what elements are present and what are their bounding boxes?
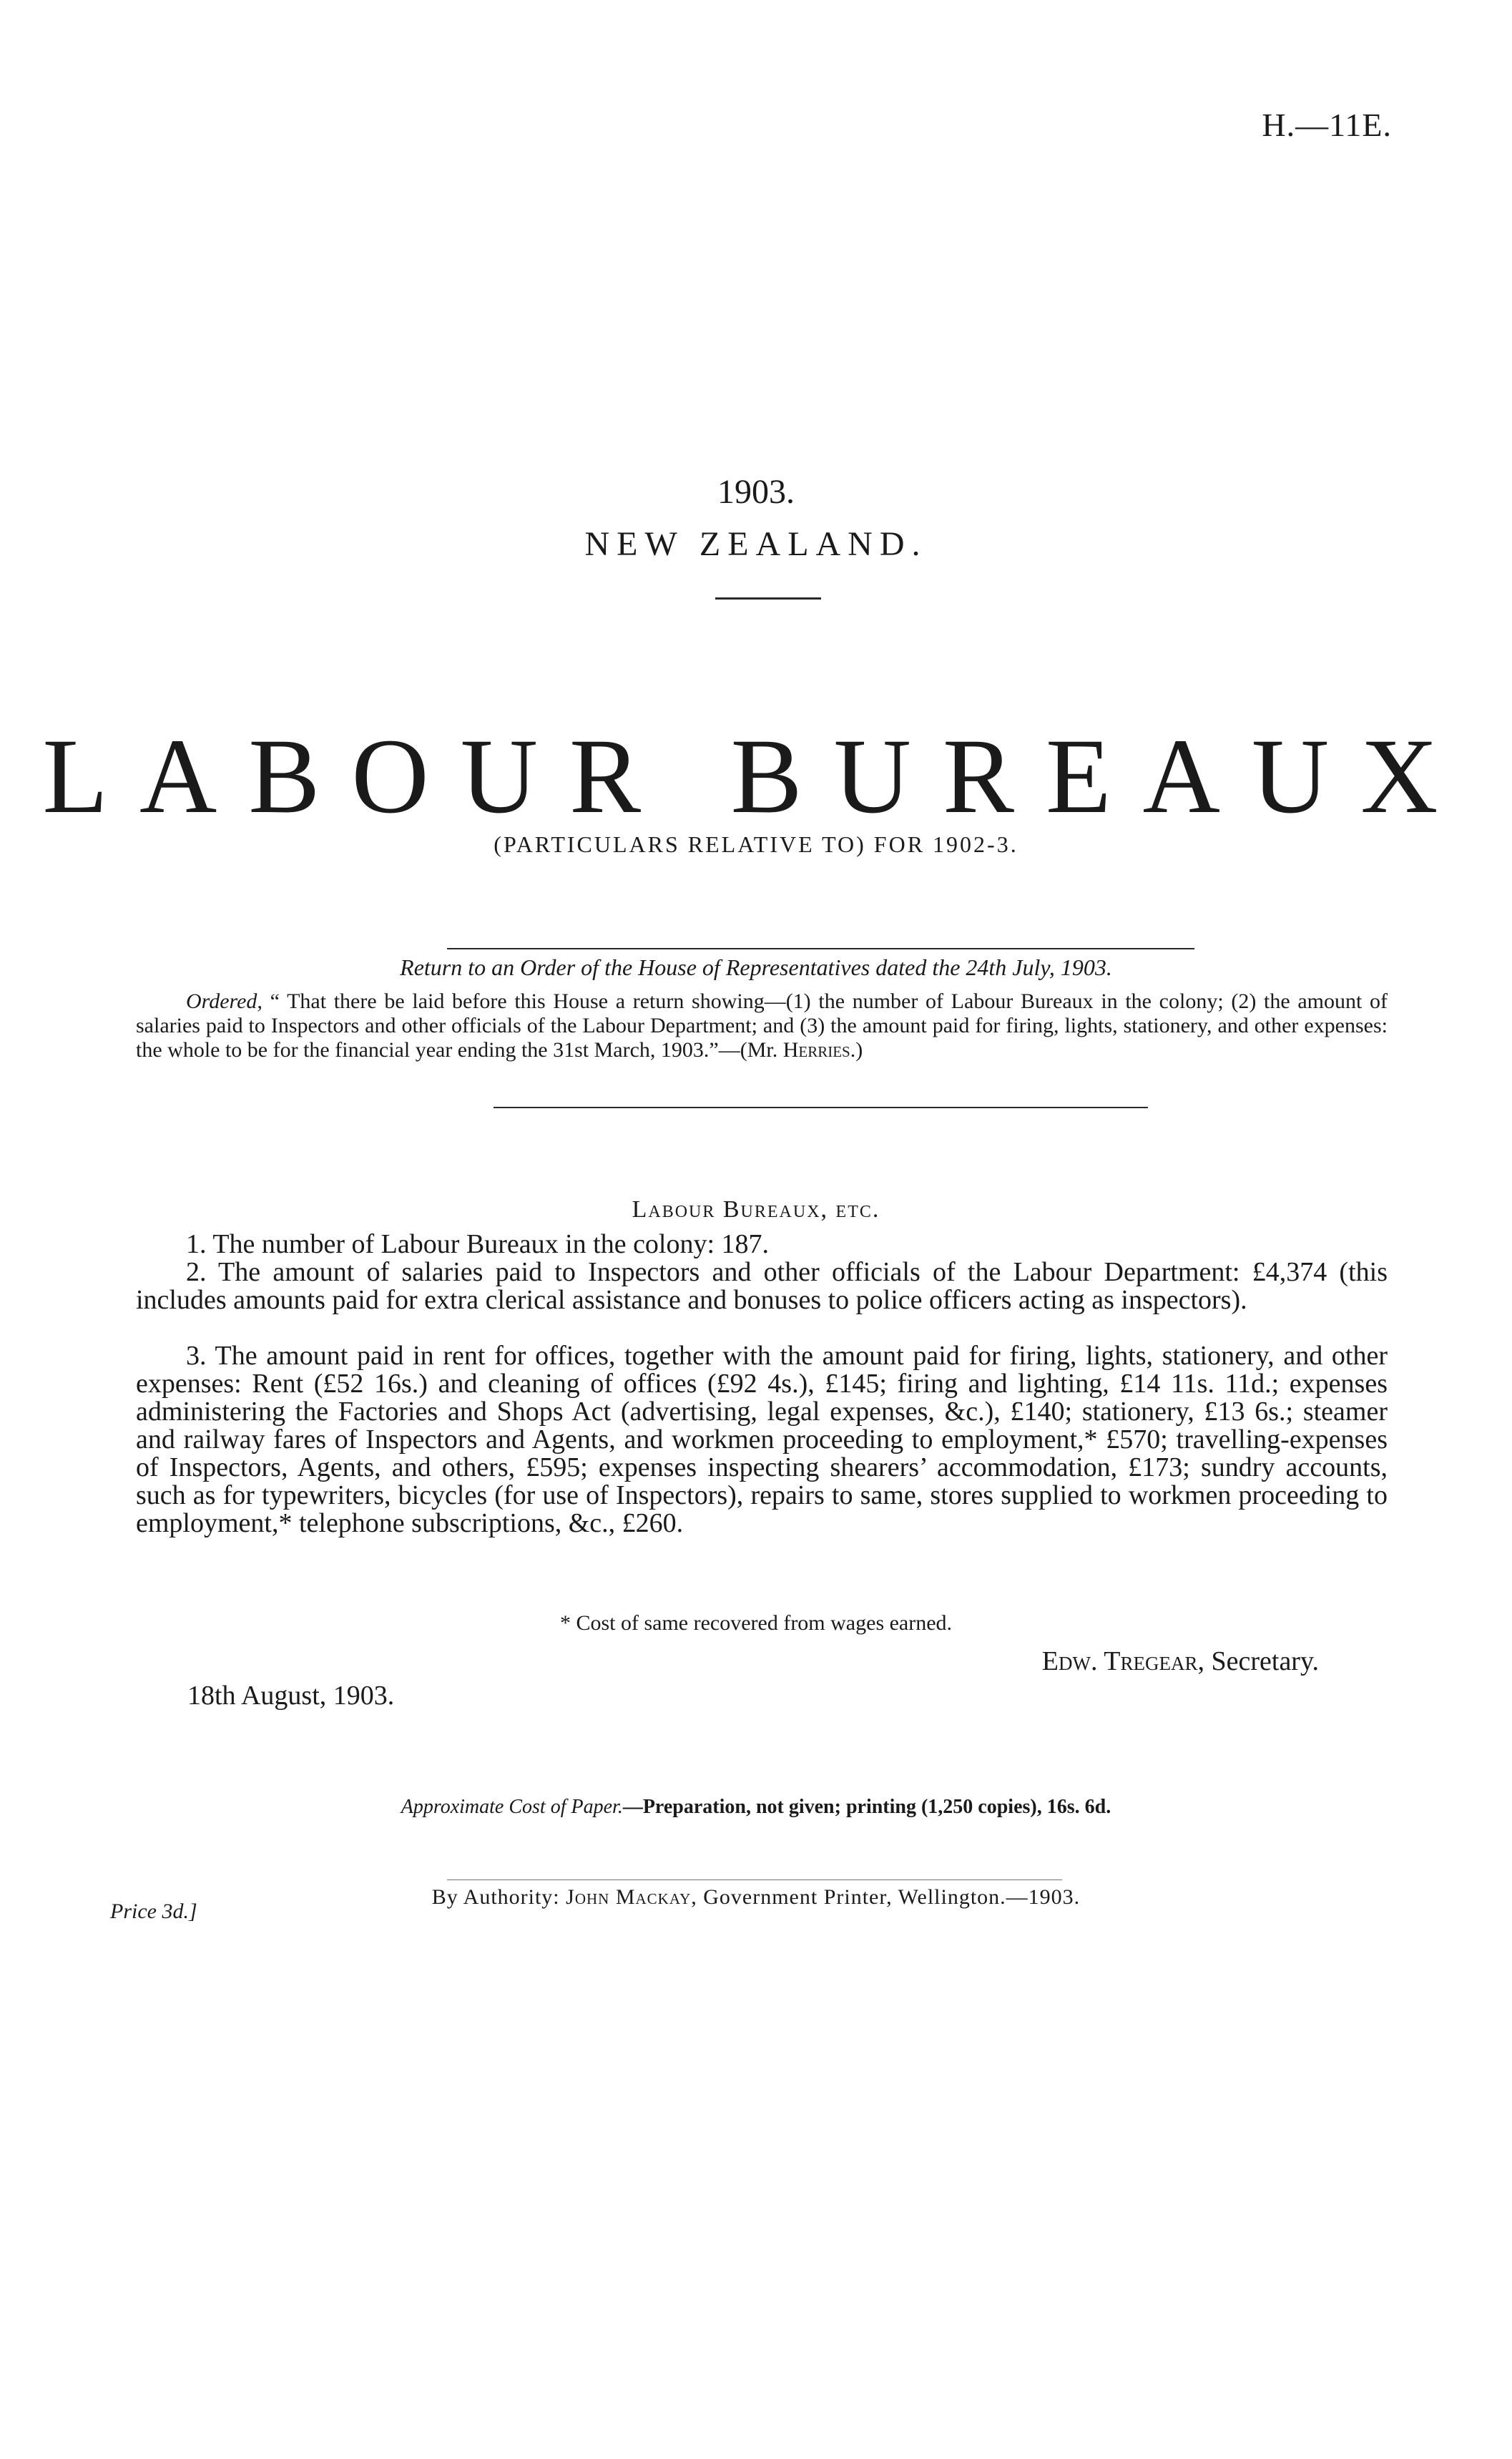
signoff-date: 18th August, 1903.: [187, 1681, 395, 1711]
footnote: * Cost of same recovered from wages earned.: [559, 1611, 953, 1635]
main-title: LABOUR BUREAUX: [42, 717, 1470, 836]
printer-authority: [0, 1885, 1512, 1910]
publication-year: 1903.: [717, 473, 795, 511]
divider: [494, 1107, 1148, 1108]
cost-label: Approximate Cost of Paper.: [401, 1796, 623, 1818]
item-1: 1. The number of Labour Bureaux in the colony: 187.: [186, 1229, 770, 1259]
document-code: H.—11E.: [1262, 107, 1392, 143]
printer-name: John Mackay: [566, 1885, 692, 1909]
signatory-role: , Secretary.: [1197, 1646, 1319, 1676]
country-heading: NEW ZEALAND.: [584, 525, 928, 563]
cost-text: —Preparation, not given; printing (1,250 copies), 16s. 6d.: [622, 1796, 1111, 1818]
subtitle: (PARTICULARS RELATIVE TO) FOR 1902-3.: [494, 831, 1018, 857]
ordered-paragraph: [136, 989, 1388, 1062]
item-3: 3. The amount paid in rent for offices, together with the amount paid for firing, lights, stationery, and other expenses: Rent (£52 16s.) and cleaning of offices (£92 4s.), £145; firing and lighting, £14 11s. 11d.; expenses administering the Factories and Shops Act (advertising, legal expenses, &c.), £140; stationery, £13 6s.; steamer and railway fares of Inspectors and Agents, and workmen proceeding to employment,* £570; travelling-expenses of Inspectors, Agents, and others, £595; expenses inspecting shearers’ accommodation, £173; sundry accounts, such as for typewriters, bicycles (for use of Inspectors), repairs to same, stores supplied to workmen proceeding to employment,* telephone subscriptions, &c., £260.: [136, 1341, 1388, 1538]
item-2: 2. The amount of salaries paid to Inspectors and other officials of the Labour Department: £4,374 (this includes amounts paid for extra clerical assistance and bonuses to police officers acting as inspectors).: [136, 1257, 1388, 1315]
authority-suffix: , Government Printer, Wellington.—1903.: [691, 1885, 1081, 1909]
divider: [447, 1879, 1062, 1880]
ordered-label: Ordered,: [186, 989, 262, 1013]
ordered-text: “ That there be laid before this House a return showing—(1) the number of Labour Bureaux in the colony; (2) the amount of salaries paid to Inspectors and other officials of the Labour Department; and (3) the amount paid for firing, lights, stationery, and other expenses: the whole to be for the financial year ending the 31st March, 1903.”—(Mr.: [136, 989, 1388, 1062]
section-heading: Labour Bureaux, etc.: [632, 1196, 880, 1223]
return-order-line: Return to an Order of the House of Representatives dated the 24th July, 1903.: [400, 954, 1112, 980]
divider: [447, 948, 1194, 949]
approximate-cost: [0, 1796, 1512, 1819]
ordered-end: .): [850, 1038, 863, 1062]
signature: [1042, 1646, 1319, 1677]
authority-prefix: By Authority:: [431, 1885, 560, 1909]
signatory-name: Edw. Tregear: [1041, 1646, 1198, 1676]
price: Price 3d.]: [110, 1900, 197, 1923]
divider: [715, 597, 821, 600]
ordered-mover: Herries: [782, 1038, 850, 1062]
